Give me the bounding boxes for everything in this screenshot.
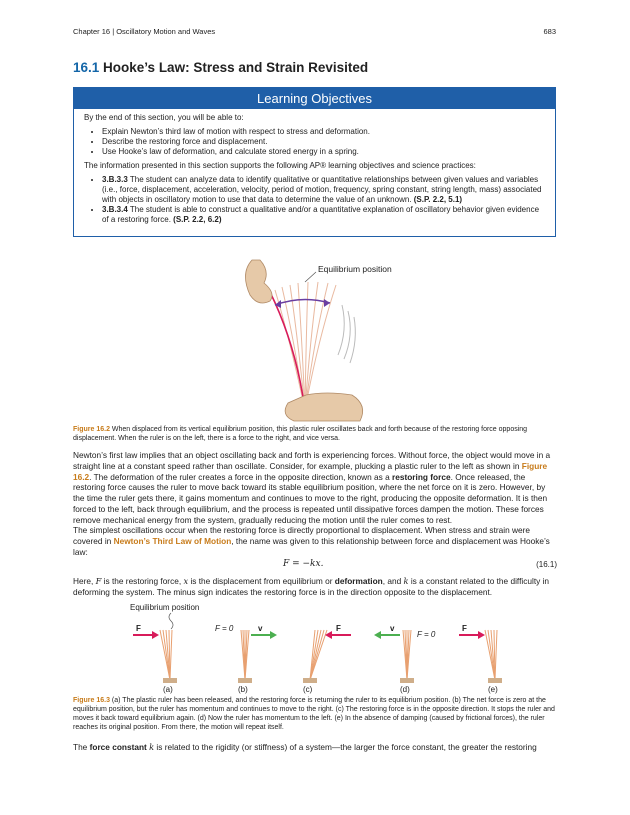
- ap-practice: (S.P. 2.2, 5.1): [413, 195, 463, 204]
- key-term: force constant: [89, 742, 147, 752]
- equilibrium-arc-arrow: [275, 299, 330, 305]
- text-run: is the displacement from equilibrium or: [188, 576, 335, 586]
- force-label: F: [462, 624, 467, 633]
- panel-letter: (d): [400, 685, 410, 694]
- text-run: . Once released, the restoring force causes the ruler to move back toward its stable equilibrium position, where the net force on it is zero. However, by the time the ruler gets there, it gains momentum and continues to move to the right, producing the opposite deformation. It is then forced to the left, back through equilibrium, and the process is repeated until dissipative forces dampen the motion. These forces remove mechanical energy from the system, gradually reducing the motion until the ruler comes to rest.: [73, 471, 548, 525]
- text-run: is the restoring force,: [101, 576, 184, 586]
- objective-item: • Describe the restoring force and displacement.: [102, 137, 545, 147]
- ap-practice: (S.P. 2.2, 6.2): [173, 215, 222, 224]
- annotation-leader: [305, 272, 316, 282]
- panel-c: [303, 624, 351, 694]
- panel-letter: (e): [488, 685, 498, 694]
- objectives-list: [84, 127, 545, 157]
- velocity-arrowhead: [270, 631, 277, 639]
- ruler: [403, 630, 411, 680]
- ruler: [310, 630, 327, 680]
- equation-number: (16.1): [536, 560, 557, 569]
- ap-objectives-list: [84, 175, 545, 225]
- learning-objectives-box: [73, 87, 556, 237]
- force-label: F: [136, 624, 141, 633]
- section-number: 16.1: [73, 60, 100, 75]
- clamp: [488, 678, 502, 683]
- velocity-arrowhead: [374, 631, 381, 639]
- text-run: is a constant related to the difficulty in deforming the system. The minus sign indicates the restoring force is in the direction opposite to the displacement.: [73, 576, 550, 597]
- math-var: x: [183, 576, 189, 586]
- figure-label: Figure 16.3: [73, 697, 110, 704]
- force-arrowhead: [478, 631, 485, 639]
- ap-intro: The information presented in this section supports the following AP® learning objectives and science practices:: [84, 161, 476, 170]
- force-label: F: [336, 624, 341, 633]
- math-var: F: [95, 576, 102, 586]
- figure-16-3-illustration: [125, 600, 515, 695]
- velocity-label: v: [390, 624, 395, 633]
- panel-letter: (b): [238, 685, 248, 694]
- panel-d: [374, 624, 436, 694]
- net-force-label: F = 0: [417, 630, 436, 639]
- paragraph-force-constant: [73, 742, 557, 753]
- ap-text: The student is able to construct a qualitative and/or a quantitative explanation of oscillatory behavior given evidence of a restoring force.: [102, 205, 540, 224]
- equation-body: F = −kx.: [283, 559, 324, 569]
- ap-objective-item: [102, 175, 545, 205]
- text-run: is related to the rigidity (or stiffness) of a system—the larger the force constant, the greater the restoring: [154, 742, 537, 752]
- clamp: [303, 678, 317, 683]
- objective-item: • Use Hooke’s law of deformation, and calculate stored energy in a spring.: [102, 147, 545, 157]
- caption-text: When displaced from its vertical equilibrium position, this plastic ruler oscillates back and forth because of the restoring force opposing displacement. When the ruler is on the left, there is a force to the right, and vice versa.: [73, 426, 528, 442]
- ruler: [241, 630, 249, 680]
- text-run: Here,: [73, 576, 96, 586]
- lower-hand: [285, 393, 363, 421]
- text-run: Newton’s first law implies that an object oscillating back and forth is experiencing forces. Without force, the object would move in a straight line at a constant speed rather than oscillate. Consider, for example, plucking a plastic ruler to the left as shown in: [73, 450, 551, 471]
- panel-e: [459, 624, 502, 694]
- equation-16-1: [73, 559, 557, 573]
- key-term: restoring force: [392, 471, 451, 482]
- section-title-text: Hooke’s Law: Stress and Strain Revisited: [103, 60, 369, 75]
- paragraph-restoring-force: [73, 450, 557, 526]
- text-run: The: [73, 742, 90, 752]
- figure-16-2-caption: [73, 425, 557, 443]
- objectives-intro: By the end of this section, you will be able to:: [84, 113, 244, 122]
- panel-a: [133, 624, 177, 694]
- motion-lines: [338, 305, 355, 363]
- ap-text: The student can analyze data to identify qualitative or quantitative relationships between given values and variables (i.e., force, displacement, acceleration, velocity, period of motion, frequency, spring constant, string length, mass) associated with objects in oscillatory motion to use that data to determine the value of an unknown.: [102, 175, 542, 204]
- net-force-label: F = 0: [215, 624, 234, 633]
- objective-item: • Explain Newton’s third law of motion with respect to stress and deformation.: [102, 127, 545, 137]
- learning-objectives-heading: Learning Objectives: [74, 88, 555, 109]
- ruler: [485, 630, 497, 680]
- running-header-chapter: Chapter 16 | Oscillatory Motion and Waves: [73, 27, 216, 36]
- text-run: , the name was given to this relationship between force and displacement was Hooke’s law:: [73, 535, 550, 557]
- panel-letter: (a): [163, 685, 173, 694]
- caption-text: (a) The plastic ruler has been released, and the restoring force is returning the ruler to its equilibrium position. (b) The net force is zero at the equilibrium position, but the ruler has momentum and continues to move to the right. (c) The restoring force is in the opposite direction. It stops the ruler and moves it back toward equilibrium again. (d) Now the ruler has momentum to the left. (e) In the absence of damping (caused by frictional forces), the ruler reaches its original position. From there, the motion will repeat itself.: [73, 697, 555, 731]
- figure-link[interactable]: Figure 16.2: [73, 460, 548, 482]
- equilibrium-annotation: Equilibrium position: [130, 603, 200, 612]
- clamp: [238, 678, 252, 683]
- key-term: deformation: [334, 576, 383, 586]
- clamp: [163, 678, 177, 683]
- ap-objective-item: [102, 205, 545, 225]
- ruler: [160, 630, 172, 680]
- upper-hand: [245, 260, 272, 303]
- text-run: . The deformation of the ruler creates a force in the opposite direction, known as a: [89, 471, 393, 482]
- section-title: [73, 60, 368, 75]
- text-run: The simplest oscillations occur when the restoring force is directly proportional to displacement. When stress and strain were covered in: [73, 525, 530, 546]
- figure-16-2-illustration: [230, 245, 410, 423]
- ap-code: 3.B.3.4: [102, 205, 128, 214]
- annotation-leader: [169, 613, 173, 629]
- ap-code: 3.B.3.3: [102, 175, 128, 184]
- section-link[interactable]: Newton’s Third Law of Motion: [113, 535, 232, 546]
- figure-label: Figure 16.2: [73, 426, 110, 433]
- figure-16-3-caption: [73, 696, 557, 732]
- paragraph-definitions: [73, 576, 557, 598]
- velocity-label: v: [258, 624, 263, 633]
- math-var: k: [149, 742, 155, 752]
- paragraph-hookes-law: [73, 525, 557, 557]
- panel-b: [215, 624, 277, 694]
- force-arrowhead: [152, 631, 159, 639]
- page-number: 683: [543, 27, 556, 36]
- math-var: k: [403, 576, 409, 586]
- clamp: [400, 678, 414, 683]
- equilibrium-annotation: Equilibrium position: [318, 264, 392, 274]
- text-run: , and: [382, 576, 404, 586]
- panel-letter: (c): [303, 685, 313, 694]
